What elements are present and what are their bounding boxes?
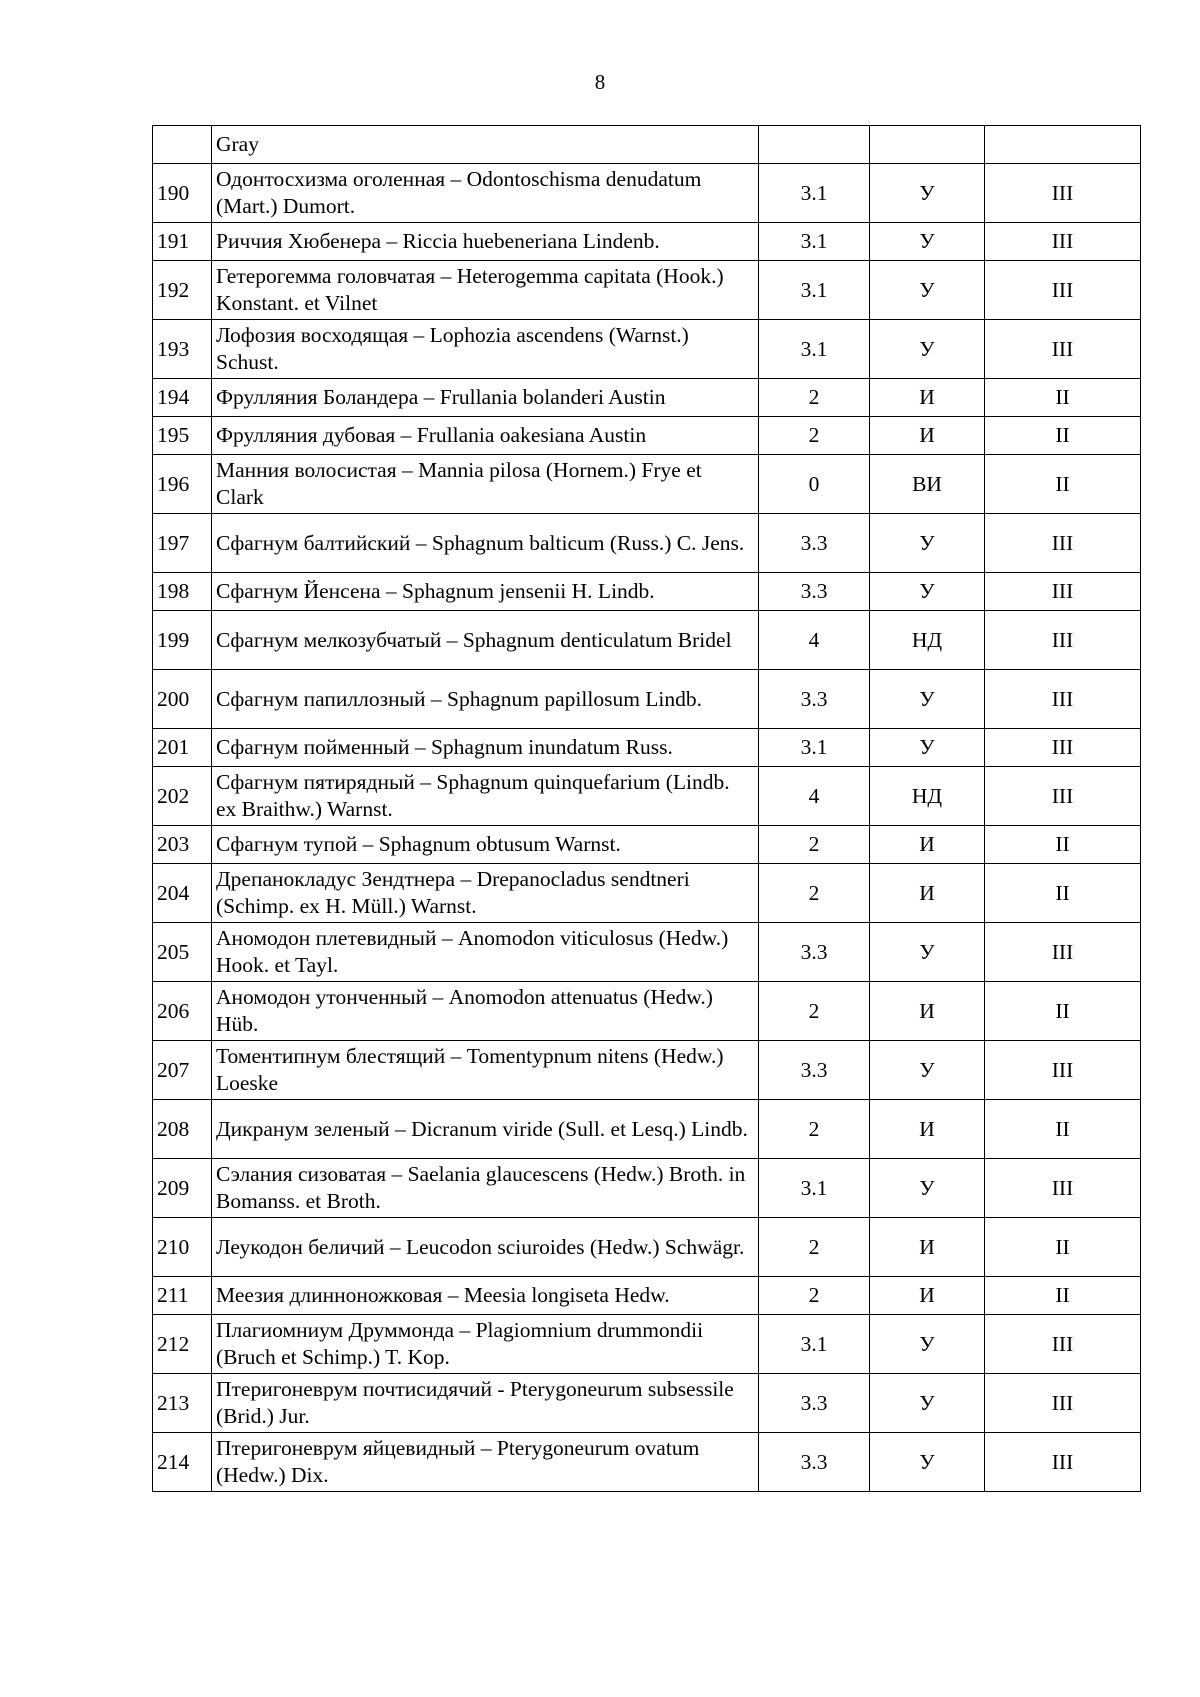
protection-cell: II — [985, 864, 1141, 923]
status-cell: ВИ — [870, 455, 985, 514]
table-row — [153, 826, 1141, 864]
species-name: Фрулляния Боландера – Frullania bolanderi Austin — [212, 379, 759, 417]
row-number: 209 — [153, 1159, 212, 1218]
protection-cell: III — [985, 514, 1141, 573]
category-cell: 0 — [759, 455, 870, 514]
status-cell: И — [870, 379, 985, 417]
species-name: Сэлания сизоватая – Saelania glaucescens (Hedw.) Broth. in Bomanss. et Broth. — [212, 1159, 759, 1218]
row-number: 199 — [153, 611, 212, 670]
category-cell: 3.1 — [759, 729, 870, 767]
category-cell: 2 — [759, 864, 870, 923]
status-cell: НД — [870, 611, 985, 670]
table-row — [153, 223, 1141, 261]
status-cell: И — [870, 826, 985, 864]
status-cell: И — [870, 982, 985, 1041]
species-name: Сфагнум пятирядный – Sphagnum quinquefarium (Lindb. ex Braithw.) Warnst. — [212, 767, 759, 826]
species-name: Одонтосхизма оголенная – Odontoschisma denudatum (Mart.) Dumort. — [212, 164, 759, 223]
category-cell: 2 — [759, 417, 870, 455]
row-number: 196 — [153, 455, 212, 514]
protection-cell: III — [985, 729, 1141, 767]
table-row — [153, 514, 1141, 573]
table-row — [153, 864, 1141, 923]
page-number: 8 — [594, 70, 606, 94]
table-row — [153, 1218, 1141, 1277]
species-table — [152, 125, 1141, 1492]
protection-cell: III — [985, 1159, 1141, 1218]
species-name: Меезия длинноножковая – Meesia longiseta Hedw. — [212, 1277, 759, 1315]
protection-cell: III — [985, 1315, 1141, 1374]
species-name: Лофозия восходящая – Lophozia ascendens (Warnst.) Schust. — [212, 320, 759, 379]
category-cell: 4 — [759, 767, 870, 826]
category-cell — [759, 126, 870, 164]
category-cell: 3.3 — [759, 1433, 870, 1492]
protection-cell: III — [985, 611, 1141, 670]
category-cell: 3.1 — [759, 261, 870, 320]
species-name: Сфагнум балтийский – Sphagnum balticum (Russ.) C. Jens. — [212, 514, 759, 573]
status-cell: У — [870, 923, 985, 982]
category-cell: 2 — [759, 1100, 870, 1159]
protection-cell: III — [985, 1433, 1141, 1492]
species-name: Аномодон плетевидный – Anomodon viticulosus (Hedw.) Hook. et Tayl. — [212, 923, 759, 982]
row-number: 193 — [153, 320, 212, 379]
category-cell: 2 — [759, 1277, 870, 1315]
species-name: Дикранум зеленый – Dicranum viride (Sull. et Lesq.) Lindb. — [212, 1100, 759, 1159]
category-cell: 2 — [759, 982, 870, 1041]
protection-cell: III — [985, 573, 1141, 611]
species-name: Гетерогемма головчатая – Heterogemma capitata (Hook.) Konstant. et Vilnet — [212, 261, 759, 320]
status-cell: И — [870, 864, 985, 923]
row-number: 202 — [153, 767, 212, 826]
status-cell: НД — [870, 767, 985, 826]
table-row — [153, 379, 1141, 417]
table-row — [153, 164, 1141, 223]
status-cell: У — [870, 1159, 985, 1218]
category-cell: 3.1 — [759, 223, 870, 261]
table-row — [153, 1159, 1141, 1218]
category-cell: 3.3 — [759, 573, 870, 611]
table-row — [153, 611, 1141, 670]
table-row — [153, 1100, 1141, 1159]
table-row — [153, 1315, 1141, 1374]
species-name: Плагиомниум Друммонда – Plagiomnium drummondii (Bruch et Schimp.) T. Kop. — [212, 1315, 759, 1374]
status-cell: У — [870, 1315, 985, 1374]
protection-cell: II — [985, 1218, 1141, 1277]
table-row — [153, 1433, 1141, 1492]
species-name: Сфагнум пойменный – Sphagnum inundatum Russ. — [212, 729, 759, 767]
row-number: 203 — [153, 826, 212, 864]
status-cell — [870, 126, 985, 164]
table-row — [153, 320, 1141, 379]
row-number: 190 — [153, 164, 212, 223]
row-number: 198 — [153, 573, 212, 611]
protection-cell: II — [985, 379, 1141, 417]
table-row — [153, 670, 1141, 729]
table-row — [153, 417, 1141, 455]
category-cell: 4 — [759, 611, 870, 670]
table-row — [153, 729, 1141, 767]
protection-cell: II — [985, 982, 1141, 1041]
species-name: Фрулляния дубовая – Frullania oakesiana Austin — [212, 417, 759, 455]
status-cell: И — [870, 1277, 985, 1315]
category-cell: 3.1 — [759, 1159, 870, 1218]
category-cell: 3.3 — [759, 1041, 870, 1100]
status-cell: У — [870, 729, 985, 767]
species-name: Сфагнум мелкозубчатый – Sphagnum denticulatum Bridel — [212, 611, 759, 670]
row-number: 213 — [153, 1374, 212, 1433]
table-row — [153, 767, 1141, 826]
category-cell: 3.3 — [759, 1374, 870, 1433]
row-number: 205 — [153, 923, 212, 982]
category-cell: 2 — [759, 379, 870, 417]
protection-cell: II — [985, 1100, 1141, 1159]
status-cell: У — [870, 1374, 985, 1433]
table-row — [153, 982, 1141, 1041]
row-number: 206 — [153, 982, 212, 1041]
row-number: 192 — [153, 261, 212, 320]
protection-cell: III — [985, 261, 1141, 320]
row-number: 207 — [153, 1041, 212, 1100]
table-row — [153, 573, 1141, 611]
protection-cell: III — [985, 1041, 1141, 1100]
status-cell: У — [870, 1041, 985, 1100]
status-cell: И — [870, 1100, 985, 1159]
row-number: 208 — [153, 1100, 212, 1159]
row-number: 197 — [153, 514, 212, 573]
species-name: Риччия Хюбенера – Riccia huebeneriana Lindenb. — [212, 223, 759, 261]
row-number: 191 — [153, 223, 212, 261]
protection-cell: III — [985, 320, 1141, 379]
species-name: Томентипнум блестящий – Tomentypnum nitens (Hedw.) Loeske — [212, 1041, 759, 1100]
protection-cell: III — [985, 923, 1141, 982]
status-cell: И — [870, 1218, 985, 1277]
row-number: 204 — [153, 864, 212, 923]
category-cell: 3.3 — [759, 670, 870, 729]
status-cell: У — [870, 573, 985, 611]
row-number — [153, 126, 212, 164]
species-name: Птеригоневрум яйцевидный – Pterygoneurum ovatum (Hedw.) Dix. — [212, 1433, 759, 1492]
species-name: Манния волосистая – Mannia pilosa (Hornem.) Frye et Clark — [212, 455, 759, 514]
category-cell: 3.3 — [759, 514, 870, 573]
protection-cell: II — [985, 455, 1141, 514]
protection-cell: II — [985, 1277, 1141, 1315]
species-name: Сфагнум папиллозный – Sphagnum papillosum Lindb. — [212, 670, 759, 729]
protection-cell: II — [985, 417, 1141, 455]
species-name: Птеригоневрум почтисидячий - Pterygoneurum subsessile (Brid.) Jur. — [212, 1374, 759, 1433]
protection-cell: III — [985, 670, 1141, 729]
species-name: Сфагнум тупой – Sphagnum obtusum Warnst. — [212, 826, 759, 864]
table-row — [153, 923, 1141, 982]
category-cell: 2 — [759, 1218, 870, 1277]
protection-cell — [985, 126, 1141, 164]
table-row — [153, 455, 1141, 514]
category-cell: 3.1 — [759, 1315, 870, 1374]
protection-cell: II — [985, 826, 1141, 864]
category-cell: 3.3 — [759, 923, 870, 982]
species-name: Леукодон беличий – Leucodon sciuroides (Hedw.) Schwägr. — [212, 1218, 759, 1277]
protection-cell: III — [985, 1374, 1141, 1433]
species-name: Аномодон утонченный – Anomodon attenuatus (Hedw.) Hüb. — [212, 982, 759, 1041]
table-row — [153, 1277, 1141, 1315]
status-cell: У — [870, 320, 985, 379]
status-cell: У — [870, 223, 985, 261]
species-name: Дрепанокладус Зендтнера – Drepanocladus sendtneri (Schimp. ex H. Müll.) Warnst. — [212, 864, 759, 923]
status-cell: У — [870, 1433, 985, 1492]
protection-cell: III — [985, 164, 1141, 223]
row-number: 211 — [153, 1277, 212, 1315]
species-name: Gray — [212, 126, 759, 164]
row-number: 194 — [153, 379, 212, 417]
row-number: 200 — [153, 670, 212, 729]
row-number: 210 — [153, 1218, 212, 1277]
row-number: 201 — [153, 729, 212, 767]
status-cell: И — [870, 417, 985, 455]
table-row — [153, 126, 1141, 164]
table-row — [153, 261, 1141, 320]
category-cell: 3.1 — [759, 320, 870, 379]
species-table-body — [153, 126, 1141, 1492]
row-number: 195 — [153, 417, 212, 455]
row-number: 214 — [153, 1433, 212, 1492]
status-cell: У — [870, 670, 985, 729]
table-row — [153, 1374, 1141, 1433]
species-name: Сфагнум Йенсена – Sphagnum jensenii H. Lindb. — [212, 573, 759, 611]
category-cell: 2 — [759, 826, 870, 864]
table-row — [153, 1041, 1141, 1100]
row-number: 212 — [153, 1315, 212, 1374]
category-cell: 3.1 — [759, 164, 870, 223]
protection-cell: III — [985, 767, 1141, 826]
status-cell: У — [870, 261, 985, 320]
status-cell: У — [870, 514, 985, 573]
status-cell: У — [870, 164, 985, 223]
protection-cell: III — [985, 223, 1141, 261]
